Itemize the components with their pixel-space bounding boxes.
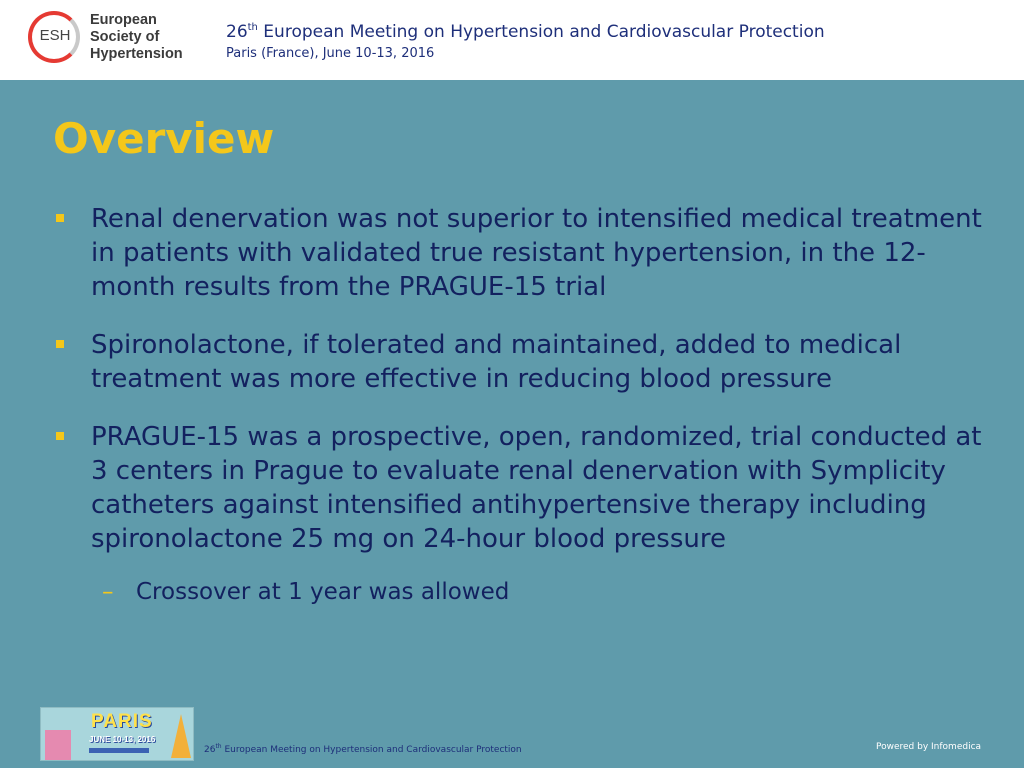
bullet-text: Spironolactone, if tolerated and maintained, added to medical treatment was more effective in reducing blood pressure bbox=[91, 330, 902, 394]
logo-text bbox=[90, 12, 183, 63]
bullet-item bbox=[54, 420, 994, 556]
footer-meeting-title bbox=[204, 743, 522, 755]
square-bullet-icon bbox=[56, 432, 64, 440]
meeting-title bbox=[226, 22, 825, 42]
badge-strip bbox=[89, 748, 149, 753]
monument-icon bbox=[45, 730, 71, 761]
header-bar bbox=[0, 0, 1024, 80]
meeting-title-num: 26 bbox=[226, 22, 248, 42]
footer-title-rest: European Meeting on Hypertension and Cardiovascular Protection bbox=[221, 745, 522, 755]
bullet-item bbox=[54, 328, 994, 396]
logo-line: Society of bbox=[90, 29, 160, 45]
square-bullet-icon bbox=[56, 214, 64, 222]
esh-logo bbox=[24, 8, 204, 72]
footer-title-sup: th bbox=[215, 743, 222, 750]
logo-line: European bbox=[90, 12, 157, 28]
meeting-title-sup: th bbox=[247, 22, 258, 33]
badge-date: JUNE 10-13, 2016 bbox=[89, 735, 156, 744]
bullet-item bbox=[54, 202, 994, 304]
badge-title: PARIS bbox=[91, 711, 153, 732]
logo-abbr: ESH bbox=[39, 27, 71, 44]
meeting-title-rest: European Meeting on Hypertension and Cardiovascular Protection bbox=[257, 22, 825, 42]
paris-badge-image bbox=[40, 707, 194, 761]
footer-title-num: 26 bbox=[204, 745, 216, 755]
slide-heading: Overview bbox=[53, 114, 275, 163]
bullet-list bbox=[54, 202, 994, 607]
powered-by: Powered by Infomedica bbox=[876, 742, 982, 752]
square-bullet-icon bbox=[56, 340, 64, 348]
meeting-subtitle: Paris (France), June 10-13, 2016 bbox=[226, 46, 435, 61]
bullet-text: Renal denervation was not superior to intensified medical treatment in patients with validated true resistant hypertension, in the 12-month results from the PRAGUE-15 trial bbox=[91, 204, 982, 302]
logo-line: Hypertension bbox=[90, 46, 183, 62]
dash-bullet-icon: – bbox=[102, 579, 114, 605]
sub-bullet-item bbox=[54, 577, 994, 607]
eiffel-tower-icon bbox=[171, 714, 191, 758]
bullet-text: PRAGUE-15 was a prospective, open, randomized, trial conducted at 3 centers in Prague to evaluate renal denervation with Symplicity catheters against intensified antihypertensive therapy including spironolactone 25 mg on 24-hour blood pressure bbox=[91, 422, 982, 554]
sub-bullet-text: Crossover at 1 year was allowed bbox=[136, 579, 510, 605]
